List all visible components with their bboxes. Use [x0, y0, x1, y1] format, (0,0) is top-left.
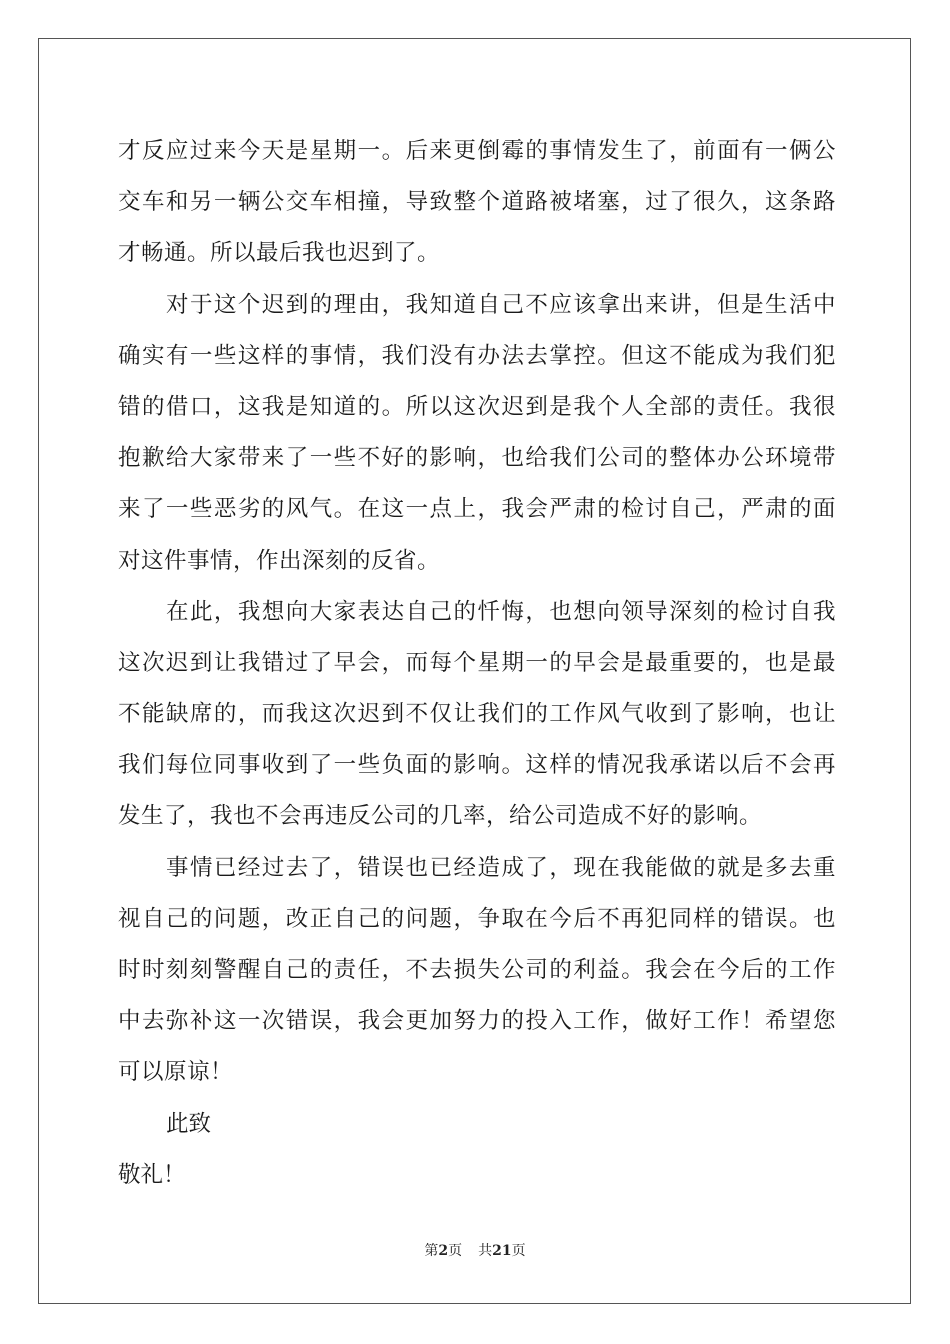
- text-line: 发生了，我也不会再违反公司的几率，给公司造成不好的影响。: [118, 803, 763, 830]
- text-line: 不能缺席的，而我这次迟到不仅让我们的工作风气收到了影响，也让: [118, 701, 836, 728]
- text-line: 在此，我想向大家表达自己的忏悔，也想向领导深刻的检讨自我: [166, 598, 836, 625]
- closing-salutation: 此致: [166, 1110, 212, 1137]
- footer-page-unit: 页: [448, 1243, 463, 1259]
- text-line: 抱歉给大家带来了一些不好的影响，也给我们公司的整体办公环境带: [118, 445, 836, 472]
- text-line: 确实有一些这样的事情，我们没有办法去掌控。但这不能成为我们犯: [118, 342, 836, 369]
- text-line: 时时刻刻警醒自己的责任，不去损失公司的利益。我会在今后的工作: [118, 957, 836, 983]
- footer-total-unit: 页: [511, 1243, 526, 1259]
- page-footer: [0, 1240, 950, 1260]
- text-line: 来了一些恶劣的风气。在这一点上，我会严肃的检讨自己，严肃的面: [118, 496, 836, 523]
- text-line: 事情已经过去了，错误也已经造成了，现在我能做的就是多去重: [166, 854, 836, 881]
- text-line: 交车和另一辆公交车相撞，导致整个道路被堵塞，过了很久，这条路: [118, 189, 836, 216]
- text-line: 视自己的问题，改正自己的问题，争取在今后不再犯同样的错误。也: [118, 905, 836, 932]
- footer-total-prefix: 共: [478, 1243, 493, 1259]
- footer-prefix: 第: [424, 1243, 439, 1259]
- text-line: 中去弥补这一次错误，我会更加努力的投入工作，做好工作！希望您: [118, 1008, 836, 1035]
- text-line: 可以原谅！: [118, 1059, 234, 1086]
- text-line: 错的借口，这我是知道的。所以这次迟到是我个人全部的责任。我很: [118, 393, 836, 420]
- text-line: 对于这个迟到的理由，我知道自己不应该拿出来讲，但是生活中: [166, 291, 836, 318]
- text-line: 我们每位同事收到了一些负面的影响。这样的情况我承诺以后不会再: [118, 752, 836, 779]
- text-line: 这次迟到让我错过了早会，而每个星期一的早会是最重要的，也是最: [118, 649, 836, 676]
- letter-body: [118, 126, 836, 1201]
- closing-regards: 敬礼！: [118, 1161, 186, 1188]
- text-line: 才畅通。所以最后我也迟到了。: [118, 240, 441, 267]
- total-page-count: 21: [492, 1243, 512, 1259]
- text-line: 对这件事情，作出深刻的反省。: [118, 547, 441, 574]
- current-page-number: 2: [438, 1243, 449, 1259]
- text-line: 才反应过来今天是星期一。后来更倒霉的事情发生了，前面有一俩公: [118, 138, 836, 164]
